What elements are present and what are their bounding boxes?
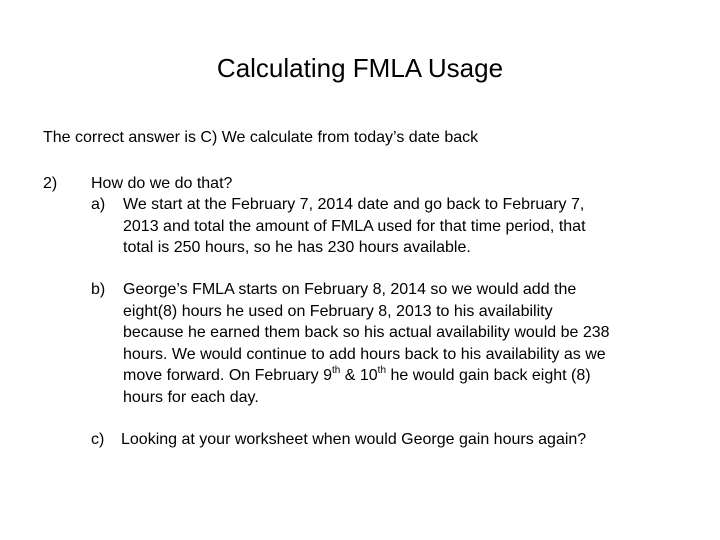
list-item-a xyxy=(91,194,691,260)
question-text: How do we do that? xyxy=(91,175,233,192)
list-item-c xyxy=(91,429,691,453)
ordinal-suffix: th xyxy=(377,364,387,376)
list-marker: a) xyxy=(91,196,106,213)
list-marker: c) xyxy=(91,431,105,448)
text-line: hours for each day. xyxy=(123,388,259,406)
slide-title: Calculating FMLA Usage xyxy=(216,53,504,83)
list-item-text xyxy=(121,429,681,451)
text-line: because he earned them back so his actual availability would be 238 xyxy=(123,324,610,341)
text-line-with-superscript xyxy=(123,365,683,387)
ordinal-suffix: th xyxy=(331,364,341,376)
text-line: We start at the February 7, 2014 date and go back to February 7, xyxy=(123,196,585,213)
question-number: 2) xyxy=(43,175,58,192)
list-item-text xyxy=(123,194,683,259)
list-item-b xyxy=(91,279,691,409)
text-line: total is 250 hours, so he has 230 hours available. xyxy=(123,239,471,256)
text-fragment: he would gain back eight (8) xyxy=(386,367,591,384)
text-line: Looking at your worksheet when would George gain hours again? xyxy=(121,431,587,448)
list-marker: b) xyxy=(91,281,106,298)
intro-text: The correct answer is C) We calculate from today’s date back xyxy=(43,129,479,146)
text-line: eight(8) hours he used on February 8, 2013 to his availability xyxy=(123,302,553,320)
text-fragment: & 10 xyxy=(340,367,378,384)
text-line: hours. We would continue to add hours back to his availability as we xyxy=(123,345,606,363)
text-fragment: move forward. On February 9 xyxy=(123,367,332,384)
text-line: 2013 and total the amount of FMLA used for that time period, that xyxy=(123,217,586,235)
list-item-text xyxy=(123,279,683,408)
text-line: George’s FMLA starts on February 8, 2014 so we would add the xyxy=(123,281,577,298)
